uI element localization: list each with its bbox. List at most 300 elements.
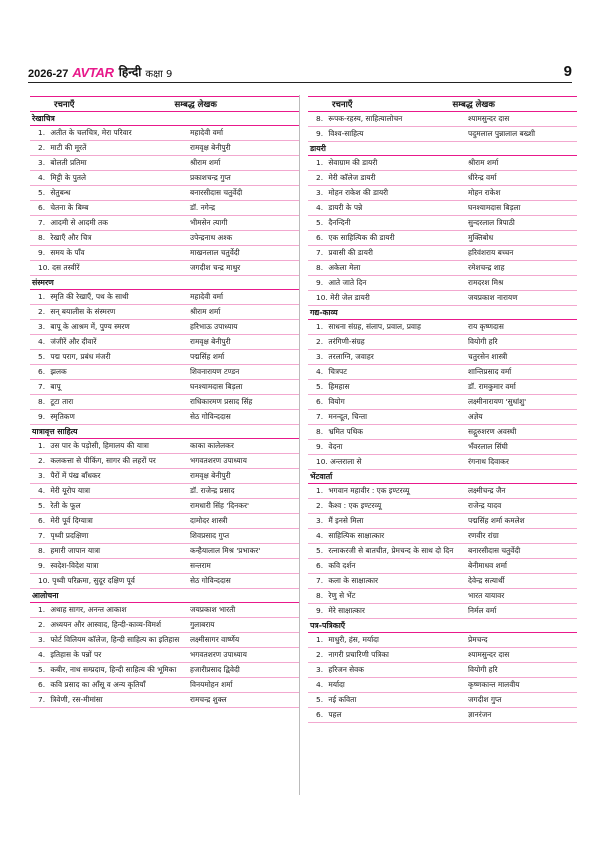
author-cell: पदुमलाल पुन्नालाल बख्शी xyxy=(468,129,536,138)
work-cell xyxy=(308,604,464,618)
work-title: मिट्टी के पुतले xyxy=(50,173,87,182)
row-number: 5. xyxy=(316,695,324,704)
table-row xyxy=(308,455,577,470)
header-subject: हिन्दी xyxy=(118,65,142,79)
author-cell: श्रीराम शर्मा xyxy=(468,158,499,167)
table-row xyxy=(30,216,299,231)
table-row xyxy=(308,633,577,648)
author-cell: हरिभाऊ उपाध्याय xyxy=(190,322,238,331)
row-number: 5. xyxy=(38,188,46,197)
author-cell: रणवीर रांग्रा xyxy=(468,531,499,540)
row-number: 9. xyxy=(316,129,324,138)
work-cell xyxy=(308,276,464,290)
table-row xyxy=(308,574,577,589)
work-title: वियोग xyxy=(328,397,345,406)
author-cell: रामदरश मिश्र xyxy=(468,278,504,287)
table-row xyxy=(30,559,299,574)
publisher-logo: AVTAR xyxy=(72,65,114,80)
author-cell: हजारीप्रसाद द्विवेदी xyxy=(190,665,240,674)
work-title: पैरों में पंख बाँधकर xyxy=(50,471,101,480)
row-number: 4. xyxy=(316,680,324,689)
table-row xyxy=(308,395,577,410)
table-row xyxy=(308,127,577,142)
work-title: इतिहास के पन्नों पर xyxy=(50,650,102,659)
row-number: 5. xyxy=(316,218,324,227)
work-title: एक साहित्यिक की डायरी xyxy=(328,233,395,242)
work-title: हमारी जापान यात्रा xyxy=(50,546,101,555)
table-row xyxy=(30,261,299,276)
author-cell: मुक्तिबोध xyxy=(468,233,494,242)
work-cell xyxy=(308,410,464,424)
author-cell: डॉ. रामकुमार वर्मा xyxy=(468,382,516,391)
work-cell xyxy=(30,410,186,424)
author-cell: सुन्दरलाल त्रिपाठी xyxy=(468,218,515,227)
work-cell xyxy=(30,335,186,349)
work-title: कलकत्ता से पीकिंग, सागर की लहरों पर xyxy=(50,456,156,465)
author-cell: मोहन राकेश xyxy=(468,188,501,197)
work-cell xyxy=(30,171,186,185)
work-title: स्मृतिकण xyxy=(50,412,75,421)
work-cell xyxy=(30,395,186,409)
table-row xyxy=(30,618,299,633)
table-row xyxy=(30,663,299,678)
work-title: पद्म पराग, प्रबंध मंजरी xyxy=(50,352,111,361)
work-cell xyxy=(308,127,464,141)
row-number: 8. xyxy=(316,114,324,123)
author-cell: श्यामसुन्दर दास xyxy=(468,114,510,123)
header-work: रचनाएँ xyxy=(54,99,75,110)
work-title: नागरी प्रचारिणी पत्रिका xyxy=(328,650,389,659)
work-title: बापू के आश्रम में, पुण्य स्मरण xyxy=(50,322,130,331)
author-cell: लक्ष्मीनारायण 'सुधांशु' xyxy=(468,397,527,406)
row-number: 1. xyxy=(38,441,46,450)
work-title: टूटा तारा xyxy=(50,397,74,406)
row-number: 1. xyxy=(38,128,46,137)
work-title: साधना संग्रह, संलाप, प्रवाल, प्रवाह xyxy=(328,322,421,331)
row-number: 1. xyxy=(316,322,324,331)
author-cell: डॉ. राजेन्द्र प्रसाद xyxy=(190,486,235,495)
table-row xyxy=(308,112,577,127)
work-title: मेरी कॉलेज डायरी xyxy=(328,173,376,182)
work-title: बोलती प्रतिमा xyxy=(50,158,87,167)
table-row xyxy=(308,350,577,365)
table-row xyxy=(308,291,577,306)
work-cell xyxy=(30,514,186,528)
work-title: अतीत के चलचित्र, मेरा परिवार xyxy=(50,128,132,137)
work-title: तरलाग्नि, जवाहर xyxy=(328,352,374,361)
row-number: 7. xyxy=(316,248,324,257)
section-title: भेंटवार्ता xyxy=(308,470,577,484)
table-header xyxy=(308,96,577,112)
author-cell: बनारसीदास चतुर्वेदी xyxy=(468,546,521,555)
row-number: 5. xyxy=(38,665,46,674)
column-divider xyxy=(299,95,300,795)
table-row xyxy=(30,514,299,529)
work-title: समय के पाँव xyxy=(50,248,85,257)
work-cell xyxy=(30,693,186,707)
row-number: 7. xyxy=(316,576,324,585)
section-title: गद्य-काव्य xyxy=(308,306,577,320)
table-row xyxy=(308,484,577,499)
row-number: 6. xyxy=(38,367,46,376)
table-row xyxy=(308,201,577,216)
author-cell: शान्तिप्रसाद वर्मा xyxy=(468,367,512,376)
author-cell: रामधारी सिंह 'दिनकर' xyxy=(190,501,250,510)
author-cell: अज्ञेय xyxy=(468,412,483,421)
row-number: 10. xyxy=(316,457,328,466)
work-cell xyxy=(308,648,464,662)
table-row xyxy=(30,499,299,514)
work-cell xyxy=(30,126,186,140)
row-number: 3. xyxy=(316,352,324,361)
work-title: सन् बयालीस के संस्मरण xyxy=(50,307,116,316)
work-cell xyxy=(30,156,186,170)
work-title: सेतुबन्ध xyxy=(50,188,71,197)
row-number: 4. xyxy=(38,650,46,659)
author-cell: जयप्रकाश नारायण xyxy=(468,293,518,302)
row-number: 6. xyxy=(38,680,46,689)
work-cell xyxy=(30,216,186,230)
row-number: 3. xyxy=(316,188,324,197)
work-title: मनन्दूत, चिन्ता xyxy=(328,412,368,421)
table-row xyxy=(30,365,299,380)
row-number: 3. xyxy=(38,635,46,644)
author-cell: देवेन्द्र सत्यार्थी xyxy=(468,576,505,585)
row-number: 2. xyxy=(316,337,324,346)
author-cell: ज्ञानरंजन xyxy=(468,710,492,719)
work-title: डायरी के पन्ने xyxy=(328,203,363,212)
row-number: 6. xyxy=(316,397,324,406)
work-title: माटी की मूरतें xyxy=(50,143,87,152)
work-title: चेतना के बिम्ब xyxy=(50,203,89,212)
work-title: पहल xyxy=(328,710,342,719)
row-number: 1. xyxy=(316,158,324,167)
work-title: भ्रमित पथिक xyxy=(328,427,363,436)
table-row xyxy=(308,678,577,693)
row-number: 7. xyxy=(38,382,46,391)
work-title: भगवान महावीर : एक इण्टरव्यू xyxy=(328,486,410,495)
work-title: स्मृति की रेखाएँ, पथ के साथी xyxy=(50,292,129,301)
work-title: रत्नाकरजी से बातचीत, प्रेमचन्द के साथ दो दिन xyxy=(328,546,454,555)
author-cell: हरिवंशराय बच्चन xyxy=(468,248,514,257)
work-title: फोर्ट विलियम कॉलेज, हिन्दी साहित्य का इतिहास xyxy=(50,635,180,644)
work-cell xyxy=(308,350,464,364)
work-title: आते जाते दिन xyxy=(328,278,367,287)
work-cell xyxy=(308,186,464,200)
work-cell xyxy=(308,663,464,677)
row-number: 8. xyxy=(38,397,46,406)
author-cell: दामोदर शास्त्री xyxy=(190,516,228,525)
work-title: कवि दर्शन xyxy=(328,561,356,570)
row-number: 8. xyxy=(38,233,46,242)
section-title: आलोचना xyxy=(30,589,299,603)
table-row xyxy=(30,395,299,410)
table-row xyxy=(308,559,577,574)
row-number: 6. xyxy=(316,233,324,242)
author-cell: प्रकाशचन्द्र गुप्त xyxy=(190,173,231,182)
table-row xyxy=(30,141,299,156)
table-row xyxy=(30,439,299,454)
work-cell xyxy=(30,559,186,573)
row-number: 1. xyxy=(38,292,46,301)
work-title: कबीर, नाथ सम्प्रदाय, हिन्दी साहित्य की भूमिका xyxy=(50,665,177,674)
section-title: रेखाचित्र xyxy=(30,112,299,126)
author-cell: जयप्रकाश भारती xyxy=(190,605,236,614)
table-row xyxy=(30,126,299,141)
author-cell: भारत यायावर xyxy=(468,591,505,600)
work-cell xyxy=(308,261,464,275)
work-cell xyxy=(30,439,186,453)
work-cell xyxy=(30,365,186,379)
work-cell xyxy=(308,574,464,588)
author-cell: रमेशचन्द्र शाह xyxy=(468,263,505,272)
work-title: जंजीरें और दीवारें xyxy=(50,337,97,346)
author-cell: चतुरसेन शास्त्री xyxy=(468,352,508,361)
author-cell: महादेवी वर्मा xyxy=(190,128,224,137)
author-cell: राधिकारमण प्रसाद सिंह xyxy=(190,397,253,406)
row-number: 1. xyxy=(316,635,324,644)
table-row xyxy=(30,335,299,350)
row-number: 3. xyxy=(316,516,324,525)
author-cell: गुलाबराय xyxy=(190,620,215,629)
row-number: 4. xyxy=(316,203,324,212)
table-row xyxy=(30,186,299,201)
page-header xyxy=(28,62,572,80)
work-cell xyxy=(308,440,464,454)
table-row xyxy=(308,529,577,544)
row-number: 10. xyxy=(38,263,50,272)
section-title: पत्र-पत्रिकाएँ xyxy=(308,619,577,633)
row-number: 4. xyxy=(316,531,324,540)
work-title: दस तस्वीरें xyxy=(52,263,80,272)
row-number: 10. xyxy=(38,576,50,585)
author-cell: वियोगी हरि xyxy=(468,337,498,346)
work-title: हिमहास xyxy=(328,382,350,391)
work-cell xyxy=(30,529,186,543)
table-row xyxy=(30,320,299,335)
author-cell: श्यामसुन्दर दास xyxy=(468,650,510,659)
table-row xyxy=(308,648,577,663)
work-cell xyxy=(30,603,186,617)
header-divider xyxy=(28,82,572,83)
row-number: 6. xyxy=(316,710,324,719)
table-row xyxy=(308,440,577,455)
row-number: 6. xyxy=(38,203,46,212)
work-cell xyxy=(308,693,464,707)
work-title: सेवाग्राम की डायरी xyxy=(328,158,378,167)
table-row xyxy=(308,380,577,395)
row-number: 8. xyxy=(316,591,324,600)
row-number: 7. xyxy=(38,531,46,540)
row-number: 1. xyxy=(38,605,46,614)
table-row xyxy=(30,678,299,693)
header-author: सम्बद्ध लेखक xyxy=(174,99,217,110)
table-row xyxy=(30,633,299,648)
work-cell xyxy=(30,574,186,588)
work-title: रेणु से भेंट xyxy=(328,591,356,600)
table-row xyxy=(308,604,577,619)
work-cell xyxy=(30,678,186,692)
author-cell: रामवृक्ष बेनीपुरी xyxy=(190,337,231,346)
table-header xyxy=(30,96,299,112)
row-number: 9. xyxy=(316,278,324,287)
work-cell xyxy=(308,112,464,126)
table-row xyxy=(308,589,577,604)
author-cell: लक्ष्मीचन्द्र जैन xyxy=(468,486,506,495)
row-number: 7. xyxy=(316,412,324,421)
table-row xyxy=(30,305,299,320)
work-title: साहित्यिक साक्षात्कार xyxy=(328,531,385,540)
table-row xyxy=(308,276,577,291)
work-title: दैनन्दिनी xyxy=(328,218,351,227)
author-cell: घनश्यामदास बिड़ला xyxy=(190,382,243,391)
work-title: अध्ययन और आस्वाद, हिन्दी-काव्य-विमर्श xyxy=(50,620,161,629)
section-title: यात्रावृत्त साहित्य xyxy=(30,425,299,439)
work-cell xyxy=(30,261,186,275)
work-title: रेखाएँ और चित्र xyxy=(50,233,92,242)
work-cell xyxy=(308,320,464,334)
work-title: अथाह सागर, अनन्त आकाश xyxy=(50,605,127,614)
table-row xyxy=(308,261,577,276)
author-cell: श्रीराम शर्मा xyxy=(190,307,221,316)
work-title: मेरी यूरोप यात्रा xyxy=(50,486,91,495)
table-row xyxy=(308,335,577,350)
row-number: 2. xyxy=(38,143,46,152)
row-number: 5. xyxy=(316,382,324,391)
table-row xyxy=(308,365,577,380)
table-row xyxy=(30,529,299,544)
work-cell xyxy=(30,201,186,215)
author-cell: कन्हैयालाल मिश्र 'प्रभाकर' xyxy=(190,546,261,555)
table-row xyxy=(308,514,577,529)
author-cell: भीमसेन त्यागी xyxy=(190,218,228,227)
work-title: वेदना xyxy=(328,442,343,451)
table-row xyxy=(308,693,577,708)
author-cell: माखनलाल चतुर्वेदी xyxy=(190,248,240,257)
work-title: स्वदेश-विदेश यात्रा xyxy=(50,561,99,570)
author-cell: जगदीश चन्द्र माथुर xyxy=(190,263,241,272)
author-cell: उपेन्द्रनाथ अश्क xyxy=(190,233,233,242)
work-cell xyxy=(308,291,464,305)
author-cell: लक्ष्मीसागर वार्ष्णेय xyxy=(190,635,240,644)
work-title: मेरी जेल डायरी xyxy=(330,293,370,302)
table-row xyxy=(30,171,299,186)
author-cell: रामवृक्ष बेनीपुरी xyxy=(190,143,231,152)
author-cell: सेठ गोविन्ददास xyxy=(190,576,231,585)
table-row xyxy=(30,603,299,618)
work-cell xyxy=(308,156,464,170)
work-cell xyxy=(308,589,464,603)
work-cell xyxy=(308,201,464,215)
header-author: सम्बद्ध लेखक xyxy=(452,99,495,110)
author-cell: राय कृष्णदास xyxy=(468,322,504,331)
table-row xyxy=(30,544,299,559)
header-year: 2026-27 xyxy=(28,68,69,80)
work-cell xyxy=(308,380,464,394)
work-cell xyxy=(308,425,464,439)
author-cell: बनारसीदास चतुर्वेदी xyxy=(190,188,243,197)
work-title: बापू xyxy=(50,382,61,391)
work-cell xyxy=(308,544,464,558)
row-number: 9. xyxy=(38,561,46,570)
row-number: 3. xyxy=(316,665,324,674)
work-cell xyxy=(30,618,186,632)
table-row xyxy=(308,425,577,440)
table-row xyxy=(30,231,299,246)
work-cell xyxy=(30,648,186,662)
row-number: 2. xyxy=(38,620,46,629)
work-title: रूपक-रहस्य, साहित्यालोचन xyxy=(328,114,403,123)
row-number: 6. xyxy=(316,561,324,570)
author-cell: बेनीमाधव शर्मा xyxy=(468,561,507,570)
table-row xyxy=(308,320,577,335)
row-number: 4. xyxy=(38,486,46,495)
work-title: पृथ्वी परिक्रमा, सुदूर दक्षिण पूर्व xyxy=(52,576,135,585)
author-cell: निर्मल वर्मा xyxy=(468,606,497,615)
row-number: 2. xyxy=(316,501,324,510)
table-row xyxy=(30,484,299,499)
work-title: कला के साक्षात्कार xyxy=(328,576,379,585)
row-number: 9. xyxy=(316,606,324,615)
work-title: झलक xyxy=(50,367,67,376)
table-row xyxy=(30,648,299,663)
work-cell xyxy=(308,231,464,245)
work-cell xyxy=(308,455,464,469)
page-number: 9 xyxy=(563,63,572,80)
work-cell xyxy=(308,246,464,260)
work-title: मोहन राकेश की डायरी xyxy=(328,188,389,197)
work-title: हरिजन सेवक xyxy=(328,665,364,674)
work-cell xyxy=(30,454,186,468)
row-number: 6. xyxy=(38,516,46,525)
author-cell: कृष्णकान्त मालवीय xyxy=(468,680,520,689)
work-title: प्रवासी की डायरी xyxy=(328,248,373,257)
work-title: आदमी से आदमी तक xyxy=(50,218,108,227)
row-number: 8. xyxy=(316,427,324,436)
author-cell: शिवनारायण टण्डन xyxy=(190,367,240,376)
work-title: उस पार के पड़ोसी, हिमालय की यात्रा xyxy=(50,441,149,450)
row-number: 10. xyxy=(316,293,328,302)
author-cell: रंगनाथ दिवाकर xyxy=(468,457,509,466)
work-cell xyxy=(30,484,186,498)
table-row xyxy=(30,380,299,395)
table-row xyxy=(30,454,299,469)
work-cell xyxy=(30,186,186,200)
work-cell xyxy=(30,246,186,260)
row-number: 5. xyxy=(38,501,46,510)
author-cell: धीरेन्द्र वर्मा xyxy=(468,173,497,182)
row-number: 2. xyxy=(316,650,324,659)
work-cell xyxy=(308,529,464,543)
right-column xyxy=(308,96,577,723)
work-title: पृथ्वी प्रदक्षिणा xyxy=(50,531,89,540)
left-column xyxy=(30,96,299,708)
work-cell xyxy=(308,216,464,230)
table-row xyxy=(30,246,299,261)
row-number: 7. xyxy=(38,695,46,704)
work-cell xyxy=(30,320,186,334)
row-number: 7. xyxy=(38,218,46,227)
row-number: 9. xyxy=(38,412,46,421)
table-row xyxy=(308,410,577,425)
work-cell xyxy=(30,141,186,155)
author-cell: जगदीश गुप्त xyxy=(468,695,502,704)
work-title: अन्तराला से xyxy=(330,457,362,466)
row-number: 9. xyxy=(38,248,46,257)
header-work: रचनाएँ xyxy=(332,99,353,110)
table-row xyxy=(308,708,577,723)
author-cell: प्रेमचन्द xyxy=(468,635,488,644)
